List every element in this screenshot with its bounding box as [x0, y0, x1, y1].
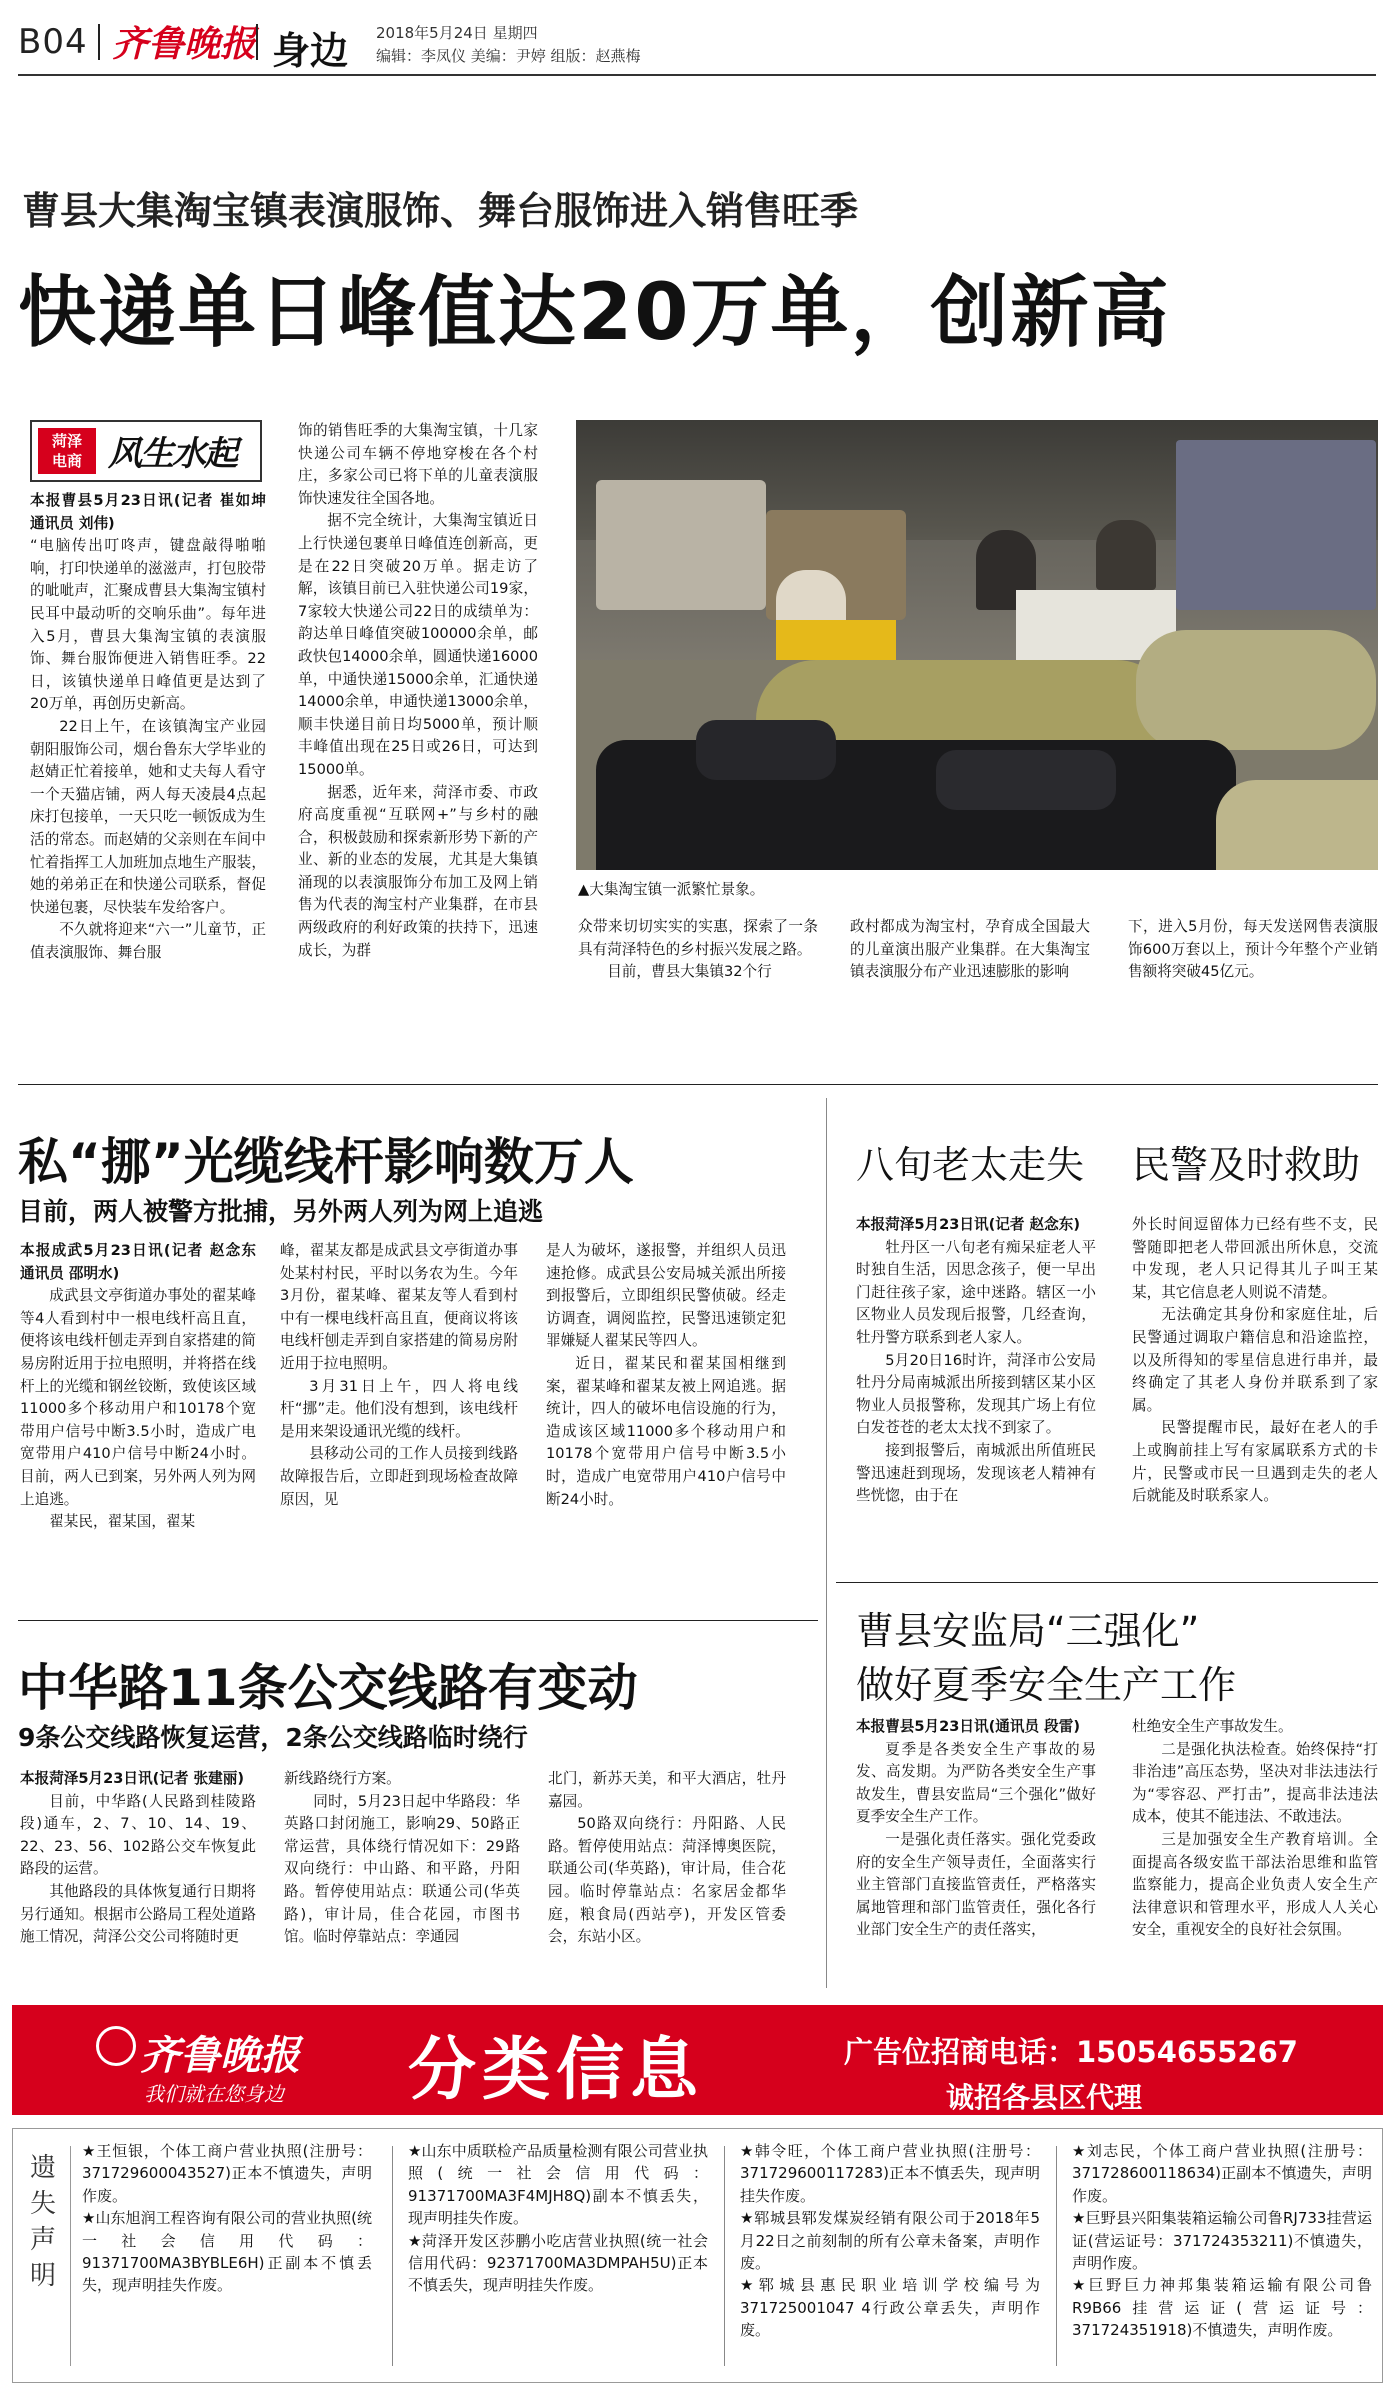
safety-paragraph: 三是加强安全生产教育培训。全面提高各级安监干部法治思维和监管监察能力，提高企业负责人安全生产法律意识和管理水平，形成人人关心安全，重视安全的良好社会氛围。	[1132, 1830, 1378, 1939]
classified-col-4	[1072, 2140, 1372, 2376]
cable-paragraph: 翟某民，翟某国，翟某	[49, 1513, 196, 1531]
safety-paragraph: 一是强化责任落实。强化党委政府的安全生产领导责任，全面落实行业主管部门直接监管责任，严格落实属地管理和部门监管责任，强化各行业部门安全生产的责任落实，	[856, 1830, 1096, 1939]
classified-divider	[392, 2146, 393, 2366]
elderly-paragraph: 接到报警后，南城派出所值班民警迅速赶到现场，发现该老人精神有些恍惚，由于在	[856, 1441, 1096, 1505]
classified-item: ★菏泽开发区莎鹏小吃店营业执照(统一社会信用代码：92371700MA3DMPAH5U)正本不慎丢失，现声明挂失作废。	[408, 2231, 708, 2295]
cable-col-1	[20, 1240, 256, 1620]
classified-slogan: 我们就在您身边	[144, 2082, 284, 2106]
classified-divider	[724, 2146, 725, 2366]
lead-paragraph: “电脑传出叮咚声，键盘敲得啪啪响，打印快递单的滋滋声，打包胶带的呲呲声，汇聚成曹县大集淘宝镇村民耳中最动听的交响乐曲”。每年进入5月，曹县大集淘宝镇的表演服饰、舞台服饰便进入销售旺季。22日，该镇快递单日峰值更是达到了20万单，再创历史新高。	[30, 537, 266, 713]
classified-item: ★巨野县兴阳集装箱运输公司鲁RJ733挂营运证(营运证号：371724353211)不慎遗失，声明作废。	[1072, 2209, 1372, 2273]
bus-col-1	[20, 1768, 256, 1990]
section-rule	[18, 1084, 1378, 1085]
classified-divider	[1056, 2146, 1057, 2366]
photo-worker	[1096, 520, 1156, 590]
bus-byline: 本报菏泽5月23日讯(记者 张建丽)	[20, 1770, 245, 1787]
editor-credits: 编辑：李凤仪 美编：尹婷 组版：赵燕梅	[376, 47, 641, 65]
column-badge	[30, 420, 262, 482]
safety-paragraph: 夏季是各类安全生产事故的易发、高发期。为严防各类安全生产事故发生，曹县安监局“三个强化”做好夏季安全生产工作。	[856, 1740, 1096, 1826]
elderly-col-1	[856, 1214, 1096, 1586]
column-divider	[826, 1098, 827, 1988]
bus-col-3	[548, 1768, 786, 1990]
classified-item: ★郓城县郓发煤炭经销有限公司于2018年5月22日之前刻制的所有公章未备案，声明作废。	[740, 2209, 1040, 2273]
lead-paragraph: 据不完全统计，大集淘宝镇近日上行快递包裹单日峰值连创新高，更是在22日突破20万单。据走访了解，该镇目前已入驻快递公司19家，7家较大快递公司22日的成绩单为：韵达单日峰值突破100000余单，邮政快包14000余单，圆通快递16000单，中通快递15000余单，汇通快递14000余单，申通快递13000余单，顺丰快递目前日均5000单，预计顺丰峰值出现在25日或26日，可达到15000单。	[298, 512, 538, 778]
cable-headline: 私“挪”光缆线杆影响数万人	[18, 1133, 634, 1191]
lead-paragraph: 下，进入5月份，每天发送网售表演服饰600万套以上，预计今年整个产业销售额将突破45亿元。	[1128, 918, 1378, 981]
cable-paragraph: 是人为破坏，遂报警，并组织人员迅速抢修。成武县公安局城关派出所接到报警后，立即组织民警侦破。经走访调查，调阅监控，民警迅速锁定犯罪嫌疑人翟某民等四人。	[546, 1242, 786, 1350]
safety-paragraph: 杜绝安全生产事故发生。	[1132, 1718, 1293, 1735]
lead-paragraph: 众带来切切实实的实惠，探索了一条具有菏泽特色的乡村振兴发展之路。	[578, 918, 818, 958]
column-badge-tag-text: 菏泽 电商	[51, 432, 82, 470]
lead-col-2	[298, 420, 538, 1070]
safety-paragraph: 二是强化执法检查。始终保持“打非治违”高压态势，坚决对非法违法行为“零容忍、严打击”，提高非法违法成本，使其不能违法、不敢违法。	[1132, 1740, 1378, 1826]
elderly-paragraph: 5月20日16时许，菏泽市公安局牡丹分局南城派出所接到辖区某小区物业人员报警称，发现其广场上有位白发苍苍的老太太找不到家了。	[856, 1351, 1096, 1437]
photo-sacks	[1216, 780, 1378, 870]
lead-col-1	[30, 490, 266, 1070]
classified-agent-recruit: 诚招各县区代理	[946, 2081, 1143, 2114]
classified-item: ★韩令旺，个体工商户营业执照(注册号：371729600117283)正本不慎丢失，现声明挂失作废。	[740, 2142, 1040, 2205]
classified-ad-phone: 广告位招商电话：15054655267	[844, 2035, 1298, 2069]
lead-headline: 快递单日峰值达20万单，创新高	[18, 268, 1171, 358]
elderly-paragraph: 民警提醒市民，最好在老人的手上或胸前挂上写有家属联系方式的卡片，民警或市民一旦遇到走失的老人后就能及时联系家人。	[1132, 1419, 1378, 1505]
column-badge-tag	[38, 428, 96, 474]
market-photo	[576, 420, 1378, 870]
photo-parcels	[936, 750, 1116, 810]
notice-divider	[70, 2146, 71, 2366]
lead-subtitle: 曹县大集淘宝镇表演服饰、舞台服饰进入销售旺季	[22, 189, 859, 233]
cable-col-3	[546, 1240, 786, 1620]
lead-col-3	[578, 916, 818, 1066]
cable-paragraph: 3月31日上午，四人将电线杆“挪”走。他们没有想到，该电线杆是用来架设通讯光缆的线杆。	[280, 1377, 518, 1440]
photo-shelves	[1176, 440, 1376, 610]
cable-col-2	[280, 1240, 518, 1620]
lead-col-5	[1128, 916, 1378, 1066]
bus-subtitle: 9条公交线路恢复运营，2条公交线路临时绕行	[18, 1723, 528, 1752]
elderly-paragraph: 无法确定其身份和家庭住址，后民警通过调取户籍信息和沿途监控，以及所得知的零星信息进行串并，最终确定了其老人身份并联系到了家属。	[1132, 1306, 1378, 1414]
masthead-divider	[256, 24, 258, 60]
safety-col-1	[856, 1716, 1096, 1990]
classified-item: ★郓城县惠民职业培训学校编号为371725001047 4行政公章丢失，声明作废。	[740, 2276, 1040, 2340]
bus-paragraph: 其他路段的具体恢复通行日期将另行通知。根据市公路局工程处道路施工情况，菏泽公交公司将随时更	[20, 1882, 256, 1946]
elderly-headline-left: 八旬老太走失	[856, 1143, 1085, 1187]
elderly-col-2	[1132, 1214, 1378, 1586]
bus-paragraph: 北门，新苏天美，和平大酒店，牡丹嘉园。	[548, 1770, 786, 1810]
bus-paragraph: 同时，5月23日起中华路段：华英路口封闭施工，影响29、50路正常运营，具体绕行情况如下：29路双向绕行：中山路、和平路，丹阳路。暂停使用站点：联通公司(华英路)，审计局，佳合花园，市图书馆。临时停靠站点：孪通园	[284, 1792, 520, 1946]
section-rule	[836, 1582, 1378, 1583]
classified-item: ★巨野巨力神邦集装箱运输有限公司鲁R9B66挂营运证(营运证号：371724351918)不慎遗失，声明作废。	[1072, 2276, 1372, 2340]
elderly-paragraph: 牡丹区一八旬老有痴呆症老人平时独自生活，因思念孩子，便一早出门赶往孩子家，途中迷路。辖区一小区物业人员发现后报警，几经查询，牡丹警方联系到老人家人。	[856, 1238, 1096, 1346]
cable-paragraph: 县移动公司的工作人员接到线路故障报告后，立即赶到现场检查故障原因，见	[280, 1445, 518, 1508]
cable-paragraph: 近日，翟某民和翟某国相继到案，翟某峰和翟某友被上网追逃。据统计，四人的破坏电信设施的行为，造成该区域11000多个移动用户和10178个宽带用户信号中断3.5小时，造成广电宽带用户410户信号中断24小时。	[546, 1354, 786, 1508]
page-number: B04	[18, 22, 88, 62]
classified-paper-logo: 齐鲁晚报	[140, 2032, 300, 2079]
safety-headline-line1: 曹县安监局“三强化”	[856, 1609, 1200, 1653]
paper-emblem-icon	[96, 2026, 136, 2066]
paper-logo: 齐鲁晚报	[112, 23, 257, 65]
bus-col-2	[284, 1768, 520, 1990]
masthead-divider	[98, 24, 100, 60]
photo-parcels	[596, 740, 1236, 870]
lead-byline: 本报曹县5月23日讯(记者 崔如坤 通讯员 刘伟)	[30, 492, 266, 532]
lead-col-4	[850, 916, 1090, 1066]
section-name: 身边	[272, 29, 349, 73]
photo-sacks	[1136, 630, 1376, 750]
lead-paragraph: 据悉，近年来，菏泽市委、市政府高度重视“互联网+”与乡村的融合，积极鼓励和探索新形势下新的产业、新的业态的发展，尤其是大集镇涌现的以表演服饰分布加工及网上销售为代表的淘宝村产业集群，在市县两级政府的利好政策的扶持下，迅速成长，为群	[298, 783, 538, 959]
section-rule	[18, 1620, 818, 1621]
elderly-paragraph: 外长时间逗留体力已经有些不支，民警随即把老人带回派出所休息，交流中发现，老人只记得其儿子叫王某某，其它信息老人则说不清楚。	[1132, 1216, 1378, 1301]
classified-item: ★山东旭润工程咨询有限公司的营业执照(统一社会信用代码：91371700MA3BYBLE6H)正副本不慎丢失，现声明挂失作废。	[82, 2209, 372, 2295]
issue-date: 2018年5月24日 星期四	[376, 24, 538, 42]
lost-notice-label: 遗失声明	[29, 2153, 56, 2291]
classified-col-1	[82, 2140, 372, 2376]
cable-subtitle: 目前，两人被警方批捕，另外两人列为网上追逃	[18, 1197, 544, 1226]
bus-paragraph: 新线路绕行方案。	[284, 1770, 401, 1787]
classified-title: 分类信息	[408, 2031, 705, 2110]
header-rule	[18, 74, 1376, 76]
lead-paragraph: 不久就将迎来“六一”儿童节，正值表演服饰、舞台服	[30, 921, 266, 961]
photo-caption: ▲大集淘宝镇一派繁忙景象。	[578, 881, 765, 898]
lead-paragraph: 目前，曹县大集镇32个行	[607, 963, 772, 981]
column-badge-name: 风生水起	[108, 434, 236, 474]
bus-paragraph: 50路双向绕行：丹阳路、人民路。暂停使用站点：菏泽博奥医院，联通公司(华英路)，审计局，佳合花园。临时停靠站点：名家居金都华庭，粮食局(西站亭)，开发区管委会，东站小区。	[548, 1815, 786, 1946]
lead-paragraph: 饰的销售旺季的大集淘宝镇，十几家快递公司车辆不停地穿梭在各个村庄，多家公司已将下单的儿童表演服饰快速发往全国各地。	[298, 422, 538, 507]
classified-item: ★刘志民，个体工商户营业执照(注册号：371728600118634)正副本不慎遗失，声明作废。	[1072, 2142, 1372, 2205]
classified-item: ★山东中质联检产品质量检测有限公司营业执照(统一社会信用代码：91371700MA3F4MJH8Q)副本不慎丢失，现声明挂失作废。	[408, 2142, 708, 2228]
elderly-headline-right: 民警及时救助	[1132, 1143, 1361, 1187]
classified-col-2	[408, 2140, 708, 2376]
photo-parcels	[696, 720, 836, 780]
safety-col-2	[1132, 1716, 1378, 1990]
classified-col-3	[740, 2140, 1040, 2376]
cable-paragraph: 成武县文亭街道办事处的翟某峰等4人看到村中一根电线杆高且直，便将该电线杆刨走弄到自家搭建的简易房附近用于拉电照明，并将搭在线杆上的光缆和钢丝铰断，致使该区域11000多个移动用户和10178个宽带用户信号中断3.5小时，造成广电宽带用户410户信号中断24小时。目前，两人已到案，另外两人列为网上追逃。	[20, 1287, 256, 1508]
photo-fabric-stack	[596, 480, 766, 610]
safety-headline-line2: 做好夏季安全生产工作	[856, 1663, 1237, 1707]
cable-byline: 本报成武5月23日讯(记者 赵念东 通讯员 邵明水)	[20, 1242, 256, 1282]
bus-paragraph: 目前，中华路(人民路到桂陵路段)通车，2、7、10、14、19、22、23、56、102路公交车恢复此路段的运营。	[20, 1792, 256, 1878]
lead-paragraph: 政村都成为淘宝村，孕育成全国最大的儿童演出服产业集群。在大集淘宝镇表演服分布产业迅速膨胀的影响	[850, 918, 1090, 981]
elderly-byline: 本报菏泽5月23日讯(记者 赵念东)	[856, 1216, 1081, 1233]
lead-paragraph: 22日上午，在该镇淘宝产业园朝阳服饰公司，烟台鲁东大学毕业的赵婧正忙着接单，她和丈夫每人看守一个天猫店铺，两人每天凌晨4点起床打包接单，一天只吃一顿饭成为生活的常态。而赵婧的父亲则在车间中忙着指挥工人加班加点地生产服装，她的弟弟正在和快递公司联系，督促快递包裹，尽快装车发给客户。	[30, 717, 266, 916]
safety-byline: 本报曹县5月23日讯(通讯员 段雷)	[856, 1718, 1081, 1735]
cable-paragraph: 峰，翟某友都是成武县文亭街道办事处某村村民，平时以务农为生。今年3月份，翟某峰、翟某友等人看到村中有一棵电线杆高且直，便商议将该电线杆刨走弄到自家搭建的简易房附近用于拉电照明。	[280, 1242, 518, 1372]
bus-headline: 中华路11条公交线路有变动	[18, 1659, 638, 1717]
classified-item: ★王恒银，个体工商户营业执照(注册号：371729600043527)正本不慎遗失，声明作废。	[82, 2142, 372, 2205]
